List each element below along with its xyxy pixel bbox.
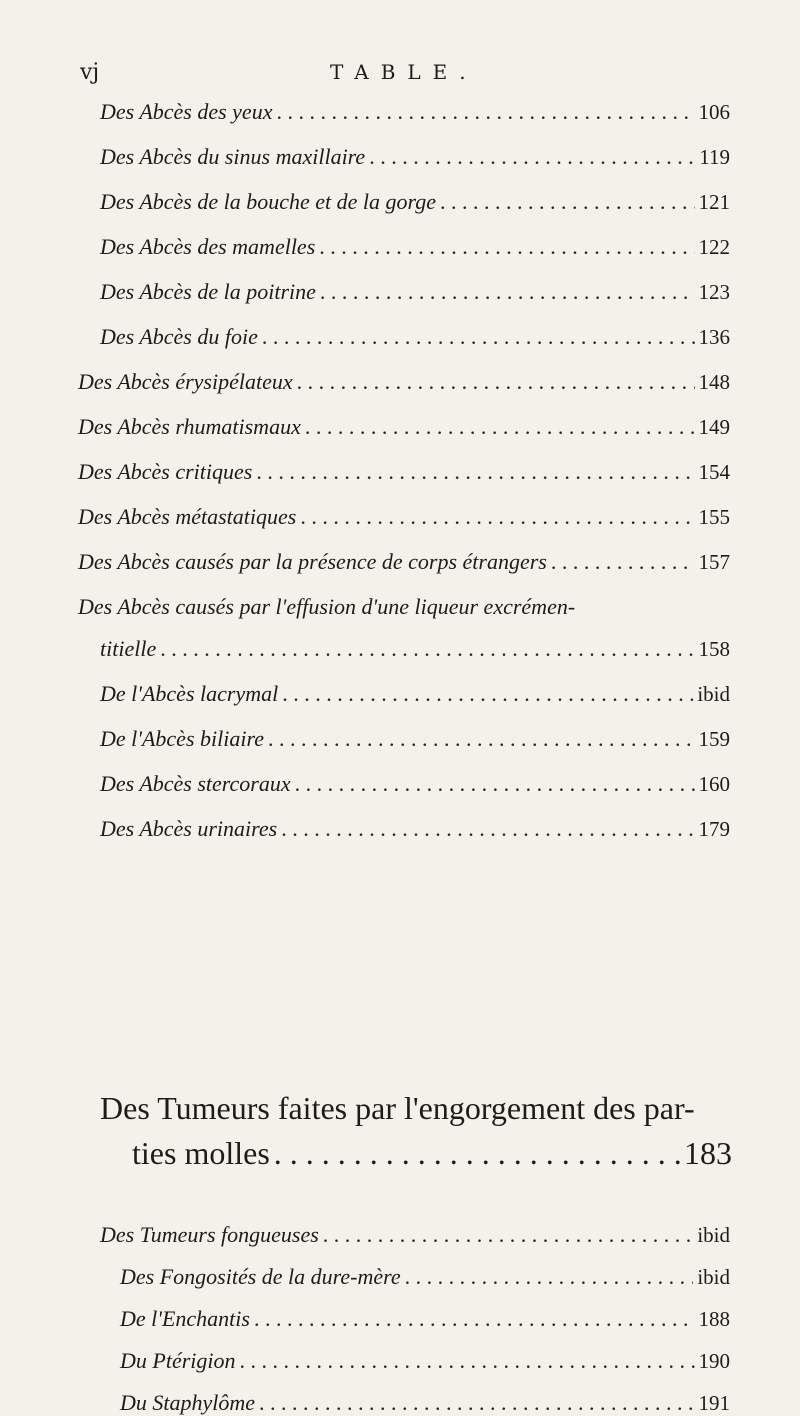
page-ref: 149 <box>698 415 730 439</box>
toc-entry: De l'Abcès lacrymal . . . ibid <box>100 677 730 707</box>
page-ref: 157 <box>698 550 730 574</box>
toc-entry: Des Abcès de la poitrine . . . 123 <box>100 275 730 305</box>
page-ref: 122 <box>698 235 730 259</box>
leader-dots <box>262 324 695 350</box>
page-ref: 183 <box>684 1135 732 1171</box>
toc-entry: Du Ptérigion . . . 190 <box>120 1344 730 1374</box>
page-ref: 155 <box>698 505 730 529</box>
leader-dots <box>259 1390 694 1416</box>
toc-entry: Des Abcès de la bouche et de la gorge . . . 121 <box>100 185 730 215</box>
toc-entry: De l'Enchantis . . . 188 <box>120 1302 730 1332</box>
leader-dots <box>551 549 695 575</box>
leader-dots <box>268 726 695 752</box>
toc-entry: Des Abcès urinaires . . . 179 <box>100 812 730 842</box>
page-ref: 123 <box>698 280 730 304</box>
toc-entry-first-line: Des Abcès causés par l'effusion d'une liqueur excrémen- <box>78 594 576 619</box>
page-ref: 119 <box>699 145 730 169</box>
toc-entry: Des Abcès des mamelles . . . 122 <box>100 230 730 260</box>
page-number: vj <box>80 60 100 85</box>
page-ref: 159 <box>698 727 730 751</box>
page-ref: 148 <box>698 370 730 394</box>
toc-entry: Des Tumeurs fongueuses . . . ibid <box>100 1218 730 1248</box>
page-ref: 106 <box>698 100 730 124</box>
toc-entry: Des Abcès rhumatismaux . . . 149 <box>78 410 730 440</box>
leader-dots <box>256 459 694 485</box>
toc-entry: Des Abcès du foie . . . 136 <box>100 320 730 350</box>
toc-entry: Des Abcès érysipélateux . . . 148 <box>78 365 730 395</box>
leader-dots <box>300 504 694 530</box>
leader-dots <box>295 771 695 797</box>
toc-entry: Des Abcès du sinus maxillaire . . . 119 <box>100 140 730 170</box>
page-ref: ibid <box>697 1223 730 1247</box>
page-ref: 136 <box>698 325 730 349</box>
page-ref: 188 <box>698 1307 730 1331</box>
leader-dots <box>320 279 695 305</box>
leader-dots <box>297 369 695 395</box>
page-ref: 160 <box>698 772 730 796</box>
toc-entry: De l'Abcès biliaire . . . 159 <box>100 722 730 752</box>
toc-entry: Des Abcès métastatiques . . . 155 <box>78 500 730 530</box>
leader-dots <box>305 414 695 440</box>
toc-entry: Des Abcès causés par la présence de corps étrangers . . . 157 <box>78 545 730 575</box>
leader-dots <box>281 816 694 842</box>
page-header <box>0 60 800 88</box>
toc-entry: Des Abcès stercoraux . . . 160 <box>100 767 730 797</box>
leader-dots <box>160 636 694 662</box>
section-heading-continuation: ties molles . . . 183 <box>132 1132 732 1172</box>
leader-dots <box>323 1222 694 1248</box>
page-ref: 191 <box>698 1391 730 1415</box>
leader-dots <box>405 1264 694 1290</box>
leader-dots <box>319 234 694 260</box>
toc-entry: Des Abcès critiques . . . 154 <box>78 455 730 485</box>
page-ref: 190 <box>698 1349 730 1373</box>
leader-dots <box>274 1135 680 1172</box>
page-ref: 158 <box>698 637 730 661</box>
leader-dots <box>254 1306 695 1332</box>
leader-dots <box>276 99 694 125</box>
section-heading: Des Tumeurs faites par l'engorgement des par- <box>100 1090 695 1126</box>
page-ref: 121 <box>698 190 730 214</box>
running-title: TABLE. <box>330 60 478 84</box>
page-ref: 179 <box>698 817 730 841</box>
page-ref: ibid <box>697 1265 730 1289</box>
page-ref: ibid <box>697 682 730 706</box>
toc-entry: Du Staphylôme . . . 191 <box>120 1386 730 1416</box>
leader-dots <box>369 144 695 170</box>
leader-dots <box>440 189 694 215</box>
page-ref: 154 <box>698 460 730 484</box>
toc-entry: Des Fongosités de la dure-mère . . . ibid <box>120 1260 730 1290</box>
leader-dots <box>282 681 693 707</box>
toc-entry: Des Abcès des yeux . . . 106 <box>100 95 730 125</box>
leader-dots <box>240 1348 695 1374</box>
toc-entry-continuation: titielle . . . 158 <box>100 632 730 662</box>
